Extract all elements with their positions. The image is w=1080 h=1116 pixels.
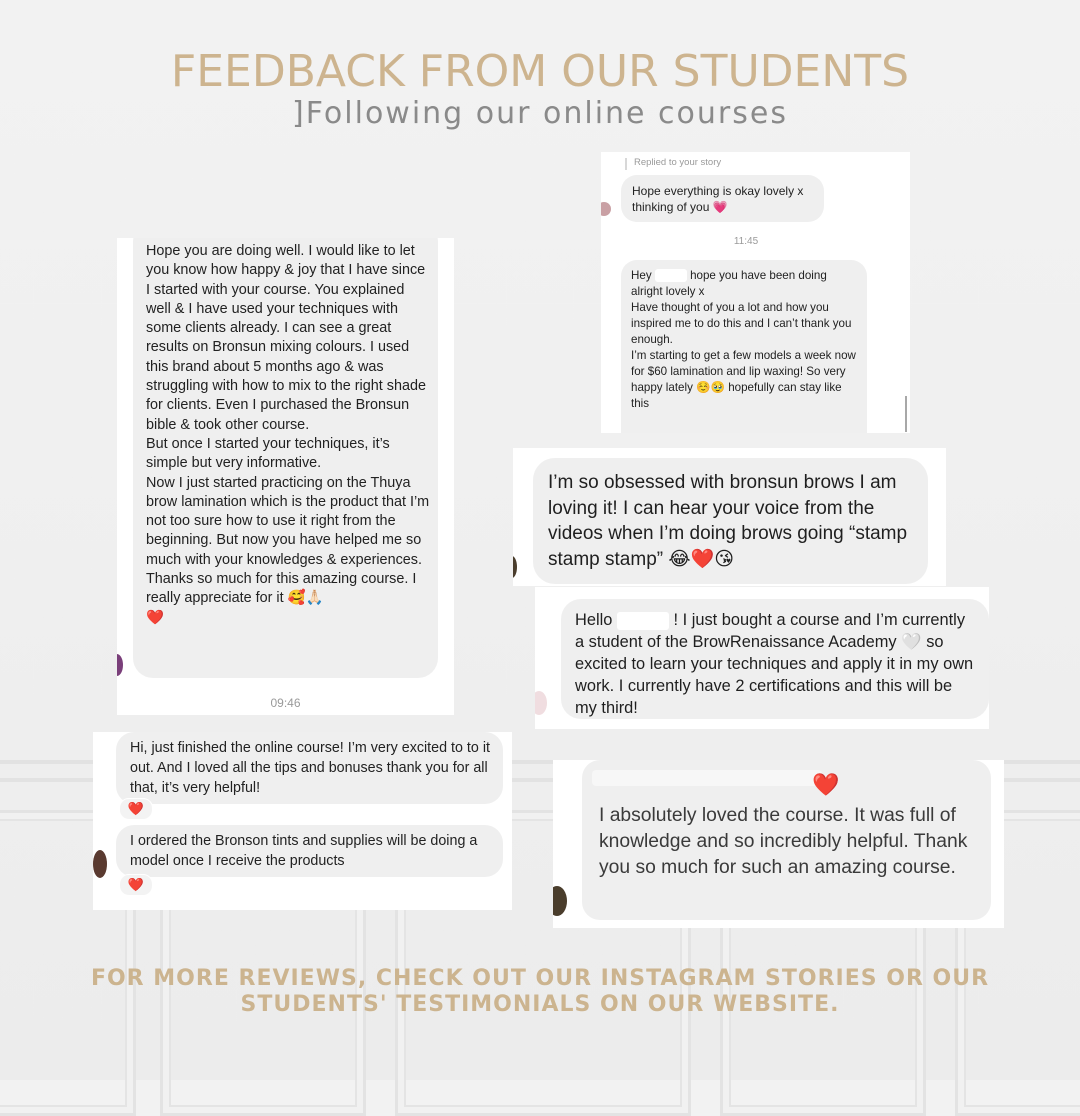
redacted-name [655, 269, 687, 282]
testimonial-card-hello [535, 587, 989, 729]
avatar [553, 886, 567, 916]
message-text: so excited to learn your techniques and apply it in my own work. I currently have 2 certifications and this will be my third! [575, 633, 974, 717]
message-paragraph: Thanks so much for this amazing course. I really appreciate for it 🥰🙏🏻 [146, 571, 417, 607]
message-text: Hello [575, 611, 613, 629]
white-heart-icon: 🤍 [901, 633, 922, 651]
message-bubble [116, 825, 503, 877]
avatar [93, 850, 107, 878]
message-text: I ordered the Bronson tints and supplies will be doing a model once I receive the products [130, 833, 478, 869]
page-title: FEEDBACK FROM OUR STUDENTS [170, 46, 910, 97]
message-paragraph: Hope you are doing well. I would like to let you know how happy & joy that I have since I started with your course. You explained well & I have used your techniques with some clients already. I can see a great results on Bronsun mixing colours. I used this brand about 5 months ago & was struggling with how to mix to the right shade for clients. Even I purchased the Bronsun bible & took other course. [146, 243, 426, 433]
message-bubble [582, 760, 991, 920]
scrollbar[interactable] [905, 396, 907, 432]
page-subtitle: ]Following our online courses [292, 96, 788, 131]
heart-icon: ❤️ [127, 877, 145, 892]
message-text: I absolutely loved the course. It was full of knowledge and so incredibly helpful. Thank you so much for such an amazing course. [599, 805, 968, 878]
message-paragraph: But once I started your techniques, it’s simple but very informative. [146, 435, 390, 472]
message-paragraph: Now I just started practicing on the Thuya brow lamination which is the product that I’m not too sure how to use it right from the beginning. But now you have helped me so much with your knowledges & experiences. [146, 474, 430, 568]
avatar [535, 691, 547, 715]
reply-label: Replied to your story [634, 157, 722, 168]
testimonial-card-finished [93, 732, 512, 910]
message-timestamp: 09:46 [270, 696, 301, 710]
message-bubble [533, 458, 928, 584]
redacted-name [617, 612, 669, 630]
message-bubble [561, 599, 989, 719]
message-bubble [133, 238, 438, 678]
message-text: I’m so obsessed with bronsun brows I am loving it! I can hear your voice from the videos when I’m doing brows going “stamp stamp stamp” 😂❤️😘 [548, 472, 908, 570]
heart-icon: ❤️ [146, 609, 164, 626]
message-text: Have thought of you a lot and how you inspired me to do this and I can’t thank you enough. [631, 301, 852, 346]
heart-icon: ❤️ [812, 772, 840, 797]
footer-note: FOR MORE REVIEWS, CHECK OUT OUR INSTAGRAM STORIES OR OUR STUDENTS' TESTIMONIALS ON OUR WEBSITE. [90, 966, 990, 1017]
testimonial-card-left [117, 238, 454, 715]
message-timestamp: 11:45 [733, 236, 759, 247]
testimonial-card-loved [553, 760, 1004, 928]
testimonial-card-story [601, 152, 910, 433]
message-text: ! I just bought a course and I’m currently a student of the BrowRenaissance Academy [575, 611, 966, 651]
reply-indicator [625, 158, 627, 170]
reaction-badge[interactable] [119, 874, 153, 896]
avatar [601, 202, 611, 216]
avatar [513, 556, 517, 578]
testimonial-card-obsessed [513, 448, 946, 586]
message-text: Hi, just finished the online course! I’m very excited to to it out. And I loved all the tips and bonuses thank you for all that, it’s very helpful! [130, 740, 490, 796]
message-bubble [116, 732, 503, 804]
message-bubble [621, 175, 824, 222]
message-text: Hey [631, 269, 652, 282]
message-text: hope you have been doing alright lovely x [631, 269, 827, 298]
redacted-name [592, 770, 822, 786]
message-bubble [621, 260, 867, 433]
message-text: Hope everything is okay lovely x thinking of you 💗 [632, 184, 804, 214]
reaction-badge[interactable] [119, 798, 153, 820]
avatar [117, 654, 123, 676]
message-text: I’m starting to get a few models a week now for $60 lamination and lip waxing! So very happy lately ☺️🥹 hopefully can stay like this [631, 349, 856, 410]
heart-icon: ❤️ [127, 801, 145, 816]
